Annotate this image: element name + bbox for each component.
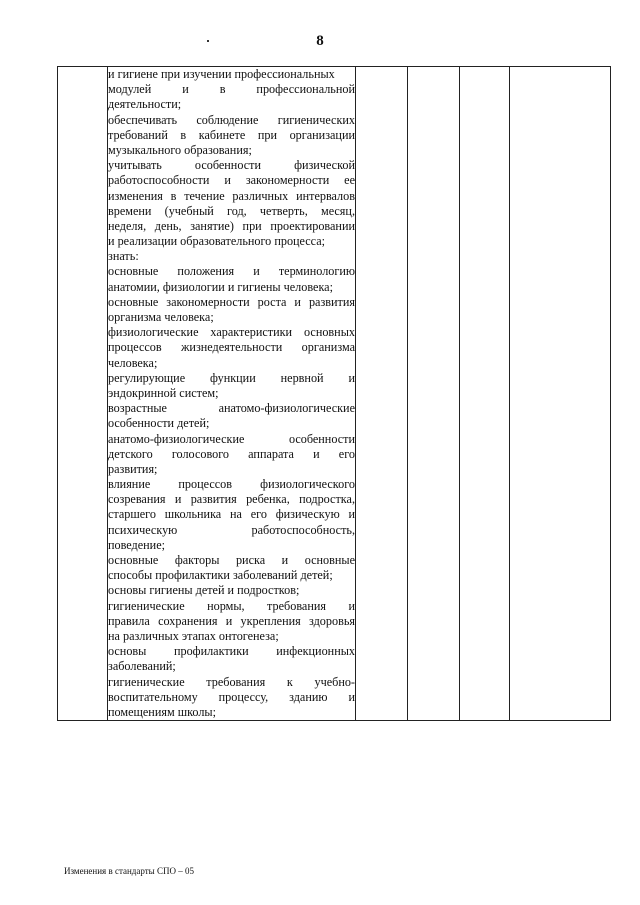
text-line: заболеваний; — [108, 659, 176, 674]
text-line: старшего школьника на его физическую и — [108, 507, 355, 522]
text-line: возрастные анатомо-физиологические — [108, 401, 355, 416]
text-line: знать: — [108, 249, 139, 264]
text-line: психическую работоспособность, — [108, 522, 355, 537]
page-number: 8 — [316, 33, 324, 49]
text-line: неделя, день, занятие) при проектировании — [108, 218, 355, 233]
empty-cell — [460, 67, 510, 721]
curriculum-table — [57, 66, 611, 721]
text-line: изменения в течение различных интервалов — [108, 188, 355, 203]
text-line: анатомо-физиологические особенности — [108, 431, 355, 446]
text-line: организма человека; — [108, 310, 214, 324]
text-lines — [108, 67, 355, 720]
competency-text-cell — [108, 67, 356, 721]
text-line: помещениям школы; — [108, 704, 216, 719]
text-line: гигиенические требования к учебно- — [108, 674, 355, 689]
text-line: человека; — [108, 355, 158, 370]
text-line: развития; — [108, 461, 158, 476]
text-line: влияние процессов физиологического — [108, 477, 355, 492]
empty-cell — [356, 67, 408, 721]
text-line: процессов жизнедеятельности организма — [108, 340, 355, 355]
text-line: основы гигиены детей и подростков; — [108, 583, 300, 598]
text-line: детского голосового аппарата и его — [108, 446, 355, 461]
text-line: музыкального образования; — [108, 142, 252, 157]
text-line: учитывать особенности физической — [108, 158, 355, 173]
text-line: обеспечивать соблюдение гигиенических — [108, 112, 355, 127]
empty-cell — [510, 67, 611, 721]
text-line: времени (учебный год, четверть, месяц, — [108, 203, 355, 218]
text-line: эндокринной систем; — [108, 385, 219, 400]
text-line: деятельности; — [108, 97, 182, 112]
footer-note: Изменения в стандарты СПО – 05 — [64, 866, 194, 876]
text-line: созревания и развития ребенка, подростка, — [108, 492, 355, 507]
text-line: поведение; — [108, 537, 165, 552]
text-line: особенности детей; — [108, 416, 210, 431]
text-line: требований в кабинете при организации — [108, 127, 355, 142]
text-line: физиологические характеристики основных — [108, 325, 355, 340]
text-line: основные факторы риска и основные — [108, 553, 355, 567]
text-line: основные положения и терминологию — [108, 264, 355, 279]
text-line: правила сохранения и укрепления здоровья — [108, 613, 355, 628]
text-line: работоспособности и закономерности ее — [108, 173, 355, 188]
text-line: на различных этапах онтогенеза; — [108, 628, 279, 643]
text-line: способы профилактики заболеваний детей; — [108, 568, 333, 583]
text-line: воспитательному процессу, зданию и — [108, 689, 355, 704]
text-line: и гигиене при изучении профессиональных — [108, 67, 335, 81]
text-line: анатомии, физиологии и гигиены человека; — [108, 279, 333, 294]
text-line: основные закономерности роста и развития — [108, 294, 355, 309]
text-line: регулирующие функции нервной и — [108, 370, 355, 385]
index-cell — [58, 67, 108, 721]
text-line: гигиенические нормы, требования и — [108, 598, 355, 613]
scan-speck — [207, 40, 209, 42]
empty-cell — [408, 67, 460, 721]
text-line: и реализации образовательного процесса; — [108, 234, 326, 249]
text-line: модулей и в профессиональной — [108, 82, 355, 97]
text-line: основы профилактики инфекционных — [108, 644, 355, 659]
